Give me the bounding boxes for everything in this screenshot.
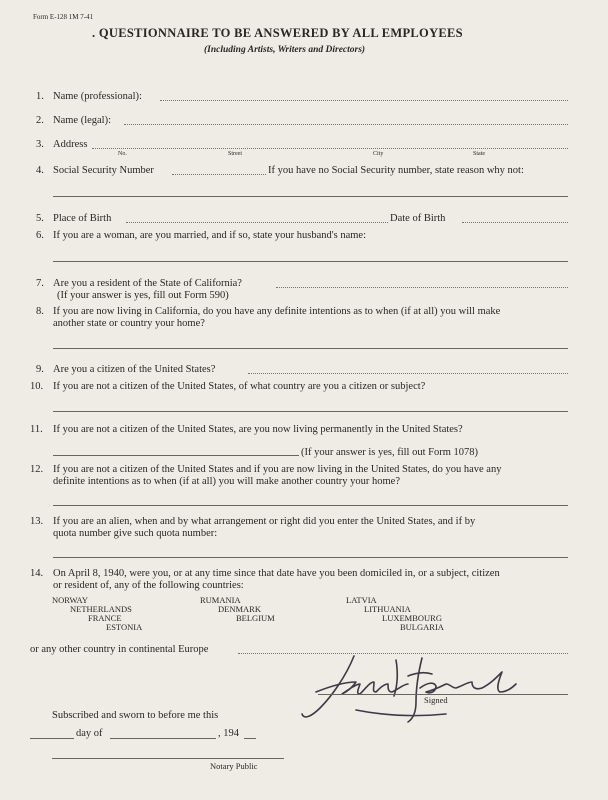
question-7-note: (If your answer is yes, fill out Form 590) — [57, 290, 229, 301]
question-number-11: 11. — [30, 424, 43, 435]
answer-line-3[interactable] — [92, 148, 568, 149]
notary-public-label: Notary Public — [210, 761, 258, 771]
question-13-label-2: quota number give such quota number: — [53, 528, 218, 539]
month-line[interactable] — [110, 738, 216, 739]
country-france: FRANCE — [88, 613, 122, 623]
question-5-label-2: Date of Birth — [390, 213, 446, 224]
question-3-label: Address — [53, 139, 88, 150]
question-14-label: On April 8, 1940, were you, or at any time since that date have you been domiciled in, or a subject, citizen — [53, 568, 500, 579]
other-country-label: or any other country in continental Europe — [30, 644, 209, 655]
question-number-4: 4. — [36, 165, 44, 176]
country-denmark: DENMARK — [218, 604, 261, 614]
day-of-label: day of — [76, 728, 103, 739]
answer-line-1[interactable] — [160, 100, 568, 101]
sworn-label: Subscribed and sworn to before me this — [52, 710, 219, 721]
answer-line-9[interactable] — [248, 373, 568, 374]
answer-line-5a[interactable] — [126, 222, 388, 223]
answer-line-10[interactable] — [53, 411, 568, 412]
page-subtitle: (Including Artists, Writers and Directors) — [204, 45, 366, 55]
address-state-label: State — [473, 151, 485, 157]
country-latvia: LATVIA — [346, 595, 377, 605]
question-11-label: If you are not a citizen of the United States, are you now living permanently in the United States? — [53, 424, 463, 435]
question-12-label: If you are not a citizen of the United States and if you are now living in the United States, do you have any — [53, 464, 502, 475]
signature-image — [296, 648, 536, 726]
signature-text: Lamont Johnson — [296, 648, 303, 649]
question-number-2: 2. — [36, 115, 44, 126]
country-lithuania: LITHUANIA — [364, 604, 411, 614]
question-11-note: (If your answer is yes, fill out Form 1078) — [301, 447, 479, 458]
country-belgium: BELGIUM — [236, 613, 275, 623]
question-14-label-2: or resident of, any of the following countries: — [53, 580, 244, 591]
question-4-label-2: If you have no Social Security number, state reason why not: — [268, 165, 524, 176]
form-number: Form E-128 1M 7-41 — [33, 13, 94, 21]
question-13-label: If you are an alien, when and by what arrangement or right did you enter the United States, and if by — [53, 516, 476, 527]
question-6-label: If you are a woman, are you married, and if so, state your husband's name: — [53, 230, 367, 241]
year-line[interactable] — [244, 738, 256, 739]
question-number-6: 6. — [36, 230, 44, 241]
question-number-3: 3. — [36, 139, 44, 150]
question-number-12: 12. — [30, 464, 44, 475]
question-2-label: Name (legal): — [53, 115, 112, 126]
year-label: , 194 — [218, 728, 239, 739]
page-title: . QUESTIONNAIRE TO BE ANSWERED BY ALL EMPLOYEES — [92, 26, 463, 40]
question-12-label-2: definite intentions as to when (if at all) you will make another country your home? — [53, 476, 400, 487]
question-8-label-2: another state or country your home? — [53, 318, 205, 329]
answer-line-8[interactable] — [53, 348, 568, 349]
address-city-label: City — [373, 151, 384, 157]
answer-line-4a[interactable] — [172, 174, 266, 175]
country-rumania: RUMANIA — [200, 595, 241, 605]
notary-signature-line[interactable] — [52, 758, 284, 759]
country-estonia: ESTONIA — [106, 622, 143, 632]
country-netherlands: NETHERLANDS — [70, 604, 132, 614]
question-9-label: Are you a citizen of the United States? — [53, 364, 216, 375]
question-5-label: Place of Birth — [53, 213, 112, 224]
answer-line-4b[interactable] — [53, 196, 568, 197]
question-7-label: Are you a resident of the State of California? — [53, 278, 242, 289]
day-line[interactable] — [30, 738, 74, 739]
answer-line-5b[interactable] — [462, 222, 568, 223]
question-number-14: 14. — [30, 568, 44, 579]
address-no-label: No. — [118, 151, 127, 157]
signed-label: Signed — [424, 695, 448, 705]
question-4-label: Social Security Number — [53, 165, 154, 176]
question-number-13: 13. — [30, 516, 44, 527]
question-number-10: 10. — [30, 381, 44, 392]
answer-line-6[interactable] — [53, 261, 568, 262]
question-number-5: 5. — [36, 213, 44, 224]
country-norway: NORWAY — [52, 595, 89, 605]
question-number-1: 1. — [36, 91, 44, 102]
answer-line-12[interactable] — [53, 505, 568, 506]
question-number-7: 7. — [36, 278, 44, 289]
answer-line-2[interactable] — [124, 124, 568, 125]
country-bulgaria: BULGARIA — [400, 622, 444, 632]
answer-line-7[interactable] — [276, 287, 568, 288]
answer-line-11[interactable] — [53, 455, 299, 456]
question-1-label: Name (professional): — [53, 91, 142, 102]
question-8-label: If you are now living in California, do you have any definite intentions as to when (if at all) you will make — [53, 306, 501, 317]
question-number-9: 9. — [36, 364, 44, 375]
address-street-label: Street — [228, 151, 242, 157]
answer-line-13[interactable] — [53, 557, 568, 558]
country-luxembourg: LUXEMBOURG — [382, 613, 442, 623]
question-number-8: 8. — [36, 306, 44, 317]
question-10-label: If you are not a citizen of the United States, of what country are you a citizen or subject? — [53, 381, 426, 392]
